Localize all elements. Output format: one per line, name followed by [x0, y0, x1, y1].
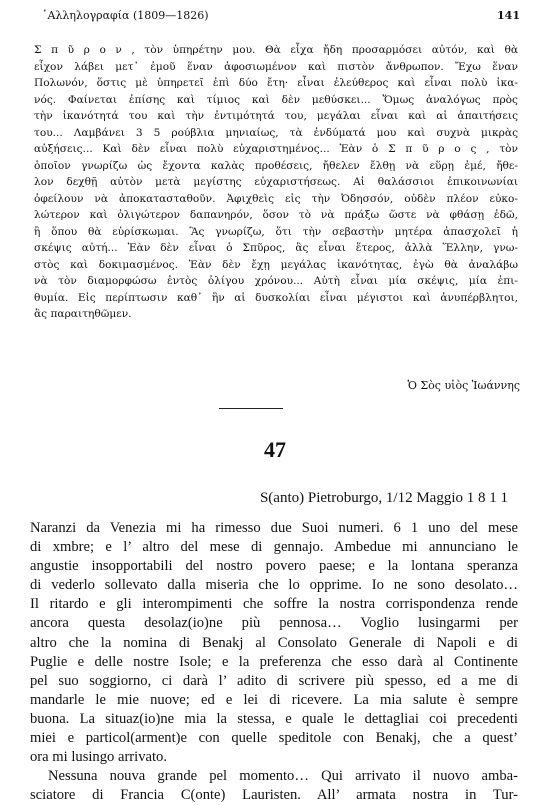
letter-line: di xmbre; e l’ altro del mese di gennajo. Ambedue mi annunciano le	[30, 539, 518, 556]
greek-letter-paragraph	[34, 42, 518, 323]
running-head	[42, 9, 520, 22]
greek-line: Πολωνόν, ὅστις μὲ ὑπηρετεῖ ἐπὶ δύο ἔτη· εἶναι ἐλεύθερος καὶ εἶναι πολὺ ἱκα-	[34, 77, 518, 89]
greek-line: θυμία. Εἰς περίπτωσιν καθ᾽ ἣν αἱ δυσκολίαι εἶναι μέγιστοι καὶ ἀνυπέρβλητοι,	[34, 291, 518, 304]
greek-line: του... Λαμβάνει 3 5 ρούβλια μηνιαίως, τὰ ἐνδύματά μου καὶ συχνὰ μικρὰς	[34, 126, 518, 139]
letter-line: ora mi lusingo arrivato.	[30, 749, 167, 766]
section-divider	[219, 408, 283, 409]
letter-number: 47	[264, 437, 286, 462]
letter-line: Nessuna nouva grande pel momento… Qui arrivato il nuovo amba-	[48, 768, 518, 785]
dateline: S(anto) Pietroburgo, 1/12 Maggio 1 8 1 1	[259, 490, 508, 506]
greek-line: νός. Φαίνεται ἐπίσης καὶ τίμιος καὶ δὲν μεθύσκει... Ὅμως ἀναλόγως πρὸς	[34, 93, 518, 106]
greek-line: ἢ ὅπου θὰ εὑρίσκωμαι. Ἂς γνωρίζω, ὅτι τὴν σεβαστὴν μητέρα ἀπασχολεῖ ἡ	[34, 225, 518, 238]
letter-line: Naranzi da Venezia mi ha rimesso due Suoi numeri. 6 1 uno del mese	[30, 520, 518, 536]
letter-line: altro che la nomina di Benakj al Consolato Generale di Napoli e di	[30, 634, 518, 651]
greek-line: Σ π ῦ ρ ο ν , τὸν ὑπηρέτην μου. Θὰ εἶχα ἤδη προσαρμόσει αὐτόν, καὶ θὰ	[34, 44, 518, 56]
letter-line: angustie insopportabili del nostro povero paese; e la lontana speranza	[30, 558, 518, 575]
letter-line: sciatore di Francia C(onte) Lauristen. All’ armata nostra in Tur-	[30, 787, 518, 804]
page-number: 141	[497, 9, 520, 22]
running-title: ᾽Αλληλογραφία (1809—1826)	[42, 9, 209, 22]
greek-line: σκέψις αὐτή... Ἐὰν δὲν εἶναι ὁ Σπῦρος, ἂς εἶναι ἕτερος, ἀλλὰ Ἕλλην, γνω-	[34, 242, 518, 254]
greek-line: ἂς παραιτηθῶμεν.	[34, 308, 132, 320]
letter-line: mandarle le mie nuove; ed e lei di ricevere. La mia salute è sempre	[30, 691, 518, 708]
greek-line: στὸς καὶ δοκιμασμένος. Ἐὰν δὲν ἔχῃ μεγάλας ἱκανότητας, ἐγὼ θὰ ἀναλάβω	[34, 258, 518, 271]
letter-line: buona. La situaz(io)ne mia la stessa, e quale le dettagliai coi precedenti	[30, 710, 518, 727]
greek-line: ὁποῖον γνωρίζω ὡς ἔχοντα καλὰς προθέσεις, ἤθελεν ἔλθῃ νὰ εὕρῃ ἐμέ, ἤθε-	[34, 159, 518, 172]
signature: Ὁ Σὸς υἱὸς Ἰωάννης	[407, 379, 520, 392]
letter-line: ancora questa desolaz(io)ne più pennosa… Voglio lusingarmi per	[30, 615, 518, 632]
greek-line: τὴν ἱκανότητά του καὶ τὴν ἐντιμότητά του, μεγάλαι εἶναι καὶ αἱ ἀπαιτήσεις	[34, 110, 518, 122]
letter-line: miei e particol(arment)e con quelle speditole con Benakj, che a quest’	[30, 730, 518, 747]
letter-line: di vederlo sollevato dalla miseria che lo opprime. Io ne sono desolato…	[30, 577, 518, 594]
letter-line: Puglie e delle nostre Isole; e la preferenza che esso darà al Continente	[30, 653, 518, 670]
greek-line: αὐξήσεις... Καὶ δὲν εἶναι πολὺ εὐχαριστημένος... Ἐὰν ὁ Σ π ῦ ρ ο ς , τὸν	[34, 143, 518, 155]
greek-line: λον δεχθῇ αὐτὸν μετὰ μεγίστης εὐχαριστήσεως. Αἱ θαλάσσιοι ἐπικοινωνίαι	[34, 176, 518, 188]
greek-line: λώτερον καὶ ὀλιγώτερον δαπανηρόν, ὅσον τὸ νὰ πράξω ὥστε νὰ φθάσῃ ἐδῶ,	[34, 209, 518, 221]
greek-line: νὰ τὸν διαμορφώσω ἐντὸς ὀλίγου χρόνου... Αὐτὴ εἶναι μία σκέψις, μία ἐπι-	[34, 275, 518, 287]
letter-line: Il ritardo e gli interompimenti che soffre la nostra corrispondenza rende	[30, 596, 518, 613]
italian-letter-body	[30, 519, 518, 805]
greek-line: ὀφείλουν νὰ ἀποκατασταθοῦν. Ἀφιχθεὶς εἰς τὴν Ὀδησσόν, οὐδὲν πλέον εὐκο-	[34, 192, 518, 205]
letter-line: pel suo soggiorno, ci darà l’ adito di scrivere più spesso, ed a me di	[30, 672, 518, 689]
greek-line: εἶχον λάβει μετ᾽ ἐμοῦ ἕναν ἀφοσιωμένον καὶ πιστὸν ἄνθρωπον. Ἔχω ἕναν	[34, 60, 518, 73]
